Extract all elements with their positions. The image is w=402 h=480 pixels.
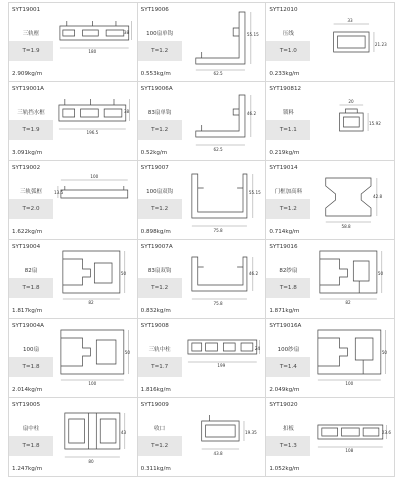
profile-thickness: T=1.2 [138,278,182,298]
profile-drawing [184,243,263,315]
dim-width: 62.5 [213,70,223,77]
profile-code: SYT19016 [269,244,298,250]
profile-card [266,161,395,240]
profile-card [9,240,138,319]
profile-weight: 1.871kg/m [269,308,300,314]
profile-card [9,3,138,82]
profile-weight: 1.816kg/m [140,387,171,393]
profile-thickness: T=1.2 [138,41,182,61]
dim-height: 55.15 [248,189,261,196]
profile-name: 83扇单钩 [147,110,172,116]
dim-width: 82 [345,299,352,306]
dim-height: 21.23 [375,41,388,48]
profile-thickness: T=1.1 [266,120,310,140]
profile-weight: 0.219kg/m [269,150,300,156]
profile-thickness: T=1.4 [266,357,310,377]
profile-weight: 1.622kg/m [12,229,43,235]
dim-width: 20 [348,98,354,105]
profile-thickness: T=1.3 [266,436,310,456]
profile-drawing [312,401,391,473]
profile-weight: 0.714kg/m [269,229,300,235]
profile-name: 三轨弧框 [19,189,42,195]
profile-card [138,161,267,240]
profile-thickness: T=1.2 [266,199,310,219]
profile-drawing [312,164,391,236]
profile-card [138,319,267,398]
profile-name: 100扇单钩 [146,31,174,37]
profile-weight: 1.817kg/m [12,308,43,314]
profile-thickness: T=2.0 [9,199,53,219]
profile-name: 扣板 [282,426,294,432]
dim-width: 100 [345,380,354,387]
profile-code: SYT19006A [140,86,173,92]
profile-card [266,319,395,398]
profile-name: 82扇 [24,268,38,274]
profile-card [266,82,395,161]
profile-weight: 1.247kg/m [12,466,43,472]
dim-height: 43 [120,429,127,436]
profile-card [9,398,138,477]
profile-thickness: T=1.8 [9,436,53,456]
dim-width: 62.5 [213,146,223,153]
profile-thickness: T=1.2 [138,199,182,219]
profile-thickness: T=1.8 [266,278,310,298]
profile-card [138,398,267,477]
profile-code: SYT19004 [12,244,41,250]
profile-drawing [184,6,263,78]
profile-card [266,240,395,319]
profile-card [138,3,267,82]
dim-height: 15.92 [369,120,382,127]
profile-weight: 3.091kg/m [12,150,43,156]
profile-code: SYT19005 [12,402,41,408]
profile-weight: 1.052kg/m [269,466,300,472]
dim-width: 58.8 [341,223,352,230]
profile-code: SYT19014 [269,165,298,171]
profile-name: 100扇双钩 [146,189,174,195]
profile-thickness: T=1.0 [266,41,310,61]
profile-name: 三轨框 [22,31,40,37]
profile-drawing [312,85,391,157]
profile-code: SYT190812 [269,86,302,92]
profile-weight: 0.311kg/m [140,466,171,472]
profile-thickness: T=1.8 [9,278,53,298]
profile-thickness: T=1.2 [138,436,182,456]
dim-width: 199 [217,362,225,369]
profile-name: 100扇 [23,347,39,353]
profile-thickness: T=1.2 [138,120,182,140]
profile-drawing [184,322,263,394]
profile-code: SYT19001 [12,7,41,13]
dim-height: 13.5 [54,189,64,196]
profile-drawing [312,322,391,394]
profile-drawing [184,164,263,236]
dim-height: 24 [254,345,260,352]
profile-weight: 0.553kg/m [140,71,171,77]
profile-weight: 0.898kg/m [140,229,171,235]
profile-thickness: T=1.8 [9,357,53,377]
dim-height: 38 [123,29,130,36]
profile-card [138,82,267,161]
profile-drawing [55,164,134,236]
dim-height: 46.2 [246,110,256,117]
profile-weight: 2.014kg/m [12,387,43,393]
profile-drawing [55,322,134,394]
profile-drawing [312,6,391,78]
profile-code: SYT19020 [269,402,298,408]
profile-weight: 0.233kg/m [269,71,300,77]
dim-height: 38 [123,108,130,115]
profile-name: 锁料 [282,110,294,116]
profile-code: SYT12010 [269,7,298,13]
profile-card [9,161,138,240]
profile-name: 扇中柱 [22,426,40,432]
dim-width: 75.8 [213,300,223,307]
profile-card [9,82,138,161]
dim-height: 50 [124,349,131,356]
profile-drawing [55,243,134,315]
profile-code: SYT19004A [12,323,45,329]
profile-drawing [55,6,134,78]
profile-name: 100纱扇 [277,347,300,353]
profile-name: 门框加高料 [274,189,303,195]
dim-width: 108 [345,447,354,454]
profile-name: 82纱扇 [279,268,298,274]
dim-height: 23.6 [382,429,392,436]
dim-width: 180 [88,48,97,55]
profile-drawing [184,401,263,473]
profile-thickness: T=1.9 [9,41,53,61]
profile-card [266,3,395,82]
dim-width: 100 [88,380,97,387]
dim-width: 80 [88,458,94,465]
dim-height: 55.15 [246,31,259,38]
profile-card [138,240,267,319]
dim-height: 50 [120,270,127,277]
profile-card [9,319,138,398]
profile-code: SYT19007 [140,165,169,171]
profile-code: SYT19002 [12,165,41,171]
profile-code: SYT19007A [140,244,173,250]
profile-name: 83扇双钩 [147,268,172,274]
dim-width: 43.8 [213,450,223,457]
dim-height: 50 [382,349,388,356]
profile-catalog-grid [8,2,395,477]
dim-height: 42.8 [373,193,383,200]
profile-drawing [55,85,134,157]
profile-weight: 0.832kg/m [140,308,171,314]
profile-drawing [184,85,263,157]
profile-card [266,398,395,477]
dim-height: 46.2 [248,270,258,277]
profile-code: SYT19016A [269,323,302,329]
profile-code: SYT19006 [140,7,169,13]
profile-weight: 2.909kg/m [12,71,43,77]
profile-name: 三轨挡水框 [17,110,45,116]
profile-code: SYT19008 [140,323,169,329]
profile-drawing [312,243,391,315]
profile-drawing [55,401,134,473]
dim-height: 19.35 [244,429,257,436]
dim-width: 75.8 [213,227,223,234]
dim-width: 33 [347,17,353,24]
profile-code: SYT19001A [12,86,45,92]
profile-name: 压线 [282,31,294,37]
profile-weight: 2.049kg/m [269,387,300,393]
profile-code: SYT19009 [140,402,169,408]
dim-width: 196.5 [86,129,99,136]
dim-height: 50 [378,270,384,277]
profile-thickness: T=1.9 [9,120,53,140]
profile-thickness: T=1.7 [138,357,182,377]
dim-width: 82 [88,299,94,306]
dim-width: 100 [90,173,99,180]
profile-name: 三轨中柱 [148,347,171,353]
profile-name: 收口 [154,426,166,432]
profile-weight: 0.52kg/m [140,150,168,156]
